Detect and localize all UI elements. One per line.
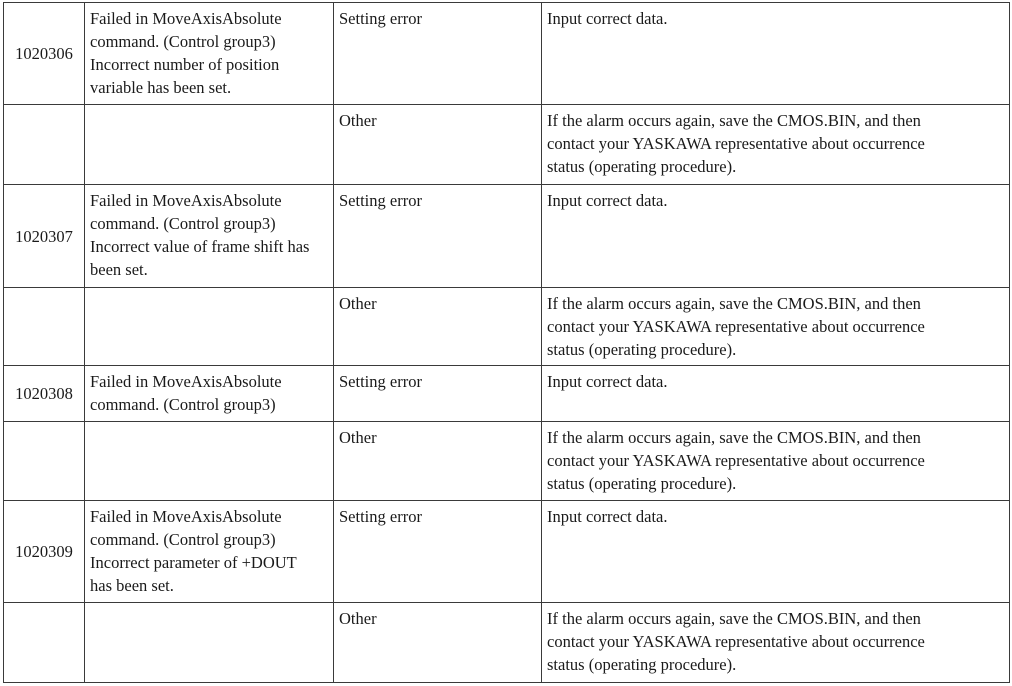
- remedy-cell: Input correct data.: [542, 185, 1010, 288]
- cause-cell: Setting error: [334, 366, 542, 422]
- alarm-description-cell: Failed in MoveAxisAbsolute command. (Control group3) Incorrect parameter of +DOUT has been set.: [85, 501, 334, 603]
- table-row: [4, 3, 1010, 105]
- cause-cell: Other: [334, 105, 542, 185]
- alarm-description-cell: Failed in MoveAxisAbsolute command. (Control group3): [85, 366, 334, 422]
- remedy-cell: If the alarm occurs again, save the CMOS.BIN, and then contact your YASKAWA representative about occurrence status (operating procedure).: [542, 288, 1010, 366]
- empty-code-cell: [4, 603, 85, 683]
- empty-description-cell: [85, 105, 334, 185]
- table-row: [4, 185, 1010, 288]
- alarm-description-cell: Failed in MoveAxisAbsolute command. (Control group3) Incorrect number of position variable has been set.: [85, 3, 334, 105]
- cause-cell: Setting error: [334, 3, 542, 105]
- table-row: [4, 105, 1010, 185]
- remedy-cell: If the alarm occurs again, save the CMOS.BIN, and then contact your YASKAWA representative about occurrence status (operating procedure).: [542, 422, 1010, 501]
- table-row: [4, 501, 1010, 603]
- alarm-code-cell: 1020309: [4, 501, 85, 603]
- remedy-cell: Input correct data.: [542, 366, 1010, 422]
- cause-cell: Setting error: [334, 501, 542, 603]
- empty-description-cell: [85, 422, 334, 501]
- table-row: [4, 603, 1010, 683]
- remedy-cell: If the alarm occurs again, save the CMOS.BIN, and then contact your YASKAWA representative about occurrence status (operating procedure).: [542, 105, 1010, 185]
- remedy-cell: If the alarm occurs again, save the CMOS.BIN, and then contact your YASKAWA representative about occurrence status (operating procedure).: [542, 603, 1010, 683]
- cause-cell: Setting error: [334, 185, 542, 288]
- table-row: [4, 288, 1010, 366]
- empty-description-cell: [85, 288, 334, 366]
- empty-description-cell: [85, 603, 334, 683]
- alarm-code-cell: 1020306: [4, 3, 85, 105]
- alarm-description-cell: Failed in MoveAxisAbsolute command. (Control group3) Incorrect value of frame shift has been set.: [85, 185, 334, 288]
- empty-code-cell: [4, 288, 85, 366]
- empty-code-cell: [4, 105, 85, 185]
- empty-code-cell: [4, 422, 85, 501]
- remedy-cell: Input correct data.: [542, 3, 1010, 105]
- cause-cell: Other: [334, 603, 542, 683]
- table-row: [4, 366, 1010, 422]
- cause-cell: Other: [334, 422, 542, 501]
- alarm-code-cell: 1020308: [4, 366, 85, 422]
- alarm-table: [3, 2, 1010, 683]
- remedy-cell: Input correct data.: [542, 501, 1010, 603]
- table-row: [4, 422, 1010, 501]
- alarm-code-cell: 1020307: [4, 185, 85, 288]
- cause-cell: Other: [334, 288, 542, 366]
